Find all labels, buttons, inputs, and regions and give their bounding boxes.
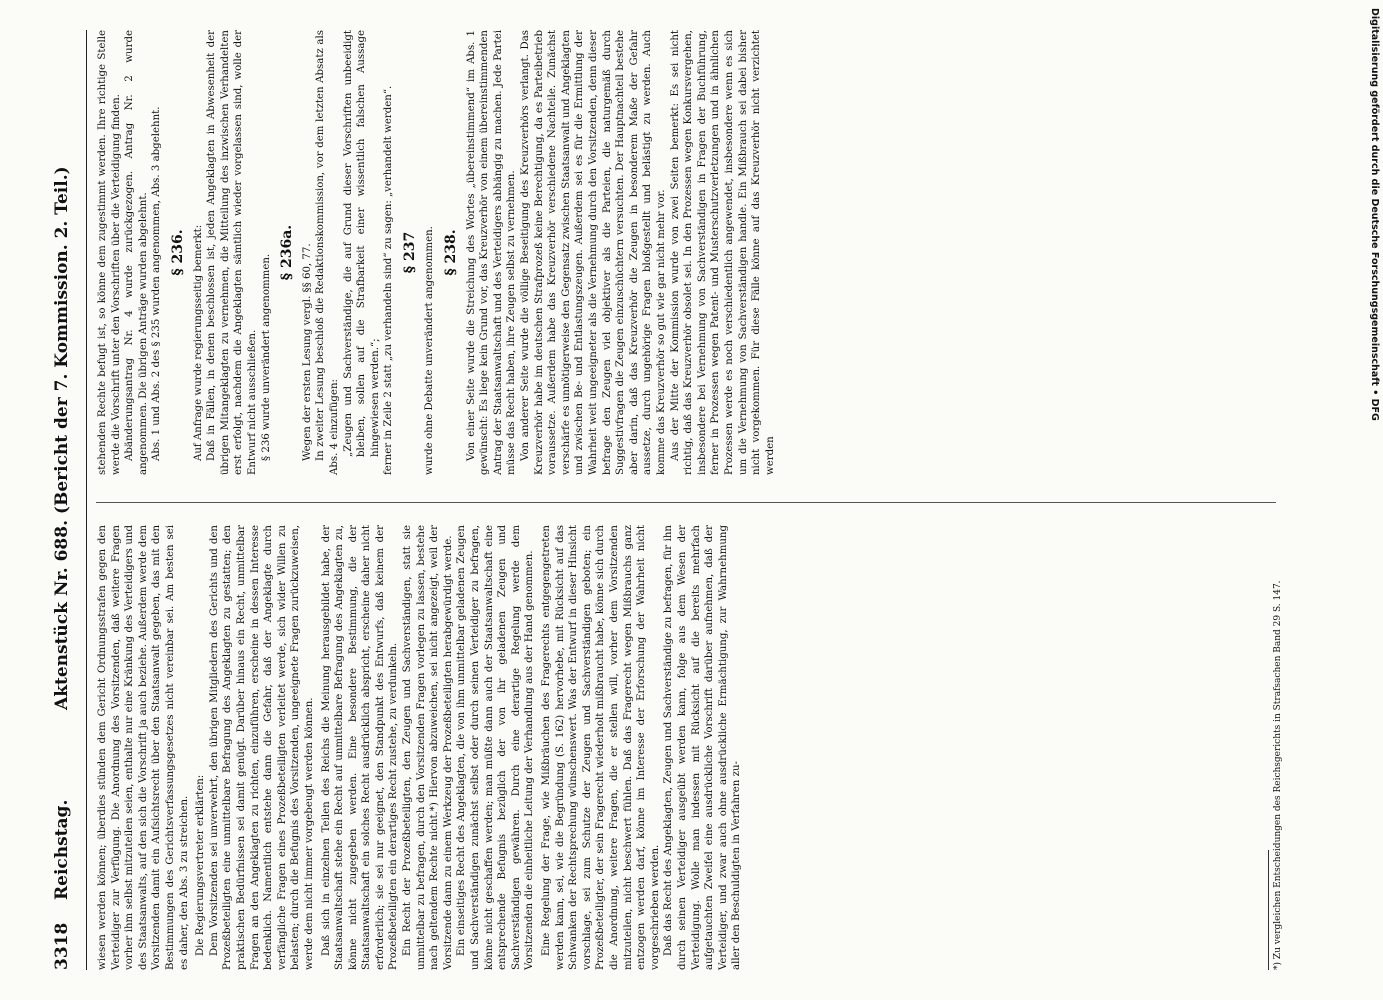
header-rule <box>86 30 87 970</box>
section-heading: § 237 <box>401 231 418 274</box>
paragraph: Die Regierungsvertreter erklärten: <box>195 774 207 956</box>
paragraph: Daß in Fällen, in denen beschlossen ist, jeden Angeklagten in Abwesenheit der übrigen Mitangeklagten zu vernehmen, die Mitteilung des inzwischen Verhandelten erst erfolgt, nachdem die Angeklagten sämtlich wieder vorgelassen sind, wolle der Entwurf nicht ausschließen. <box>206 30 258 475</box>
quotation: „Zeugen und Sachverständige, die auf Grund dieser Vorschriften unbeeidigt bleiben, sollen auf die Strafbarkeit einer wissentlich falschen Aussage hingewiesen werden.“; <box>342 30 381 457</box>
page-header <box>52 30 82 970</box>
paragraph: Ein einseitiges Recht des Angeklagten, die von ihm unmittelbar geladenen Zeugen und Sachverständigen zunächst selbst oder durch seinen Verteidiger zu befragen, könne nicht geschaffen werden; man müßte dann auch der Staatsanwaltschaft eine entsprechende Befugnis bezüglich der von ihr geladenen Zeugen und Sachverständigen gewähren. Durch eine derartige Regelung werde dem Vorsitzenden die einheitliche Leitung der Verhandlung aus der Hand genommen. <box>456 525 536 970</box>
footnote: *) Zu vergleichen Entscheidungen des Reichsgerichts in Strafsachen Band 29 S. 147. <box>1273 580 1283 970</box>
paragraph: Dem Vorsitzenden sei unverwehrt, den übrigen Mitgliedern des Gerichts und den Prozeßbeteiligten eine unmittelbare Befragung des Angeklagten zu gestatten; den praktischen Bedürfnissen sei damit genügt. Darüber hinaus ein Recht, unmittelbar Fragen an den Angeklagten zu richten, einzuführen, erscheine in dessen Interesse bedenklich. Namentlich entstehe dann die Gefahr, daß der Angeklagte durch verfängliche Fragen eines Prozeßbeteiligten verleitet werde, sich wider Willen zu belasten; durch die Befugnis des Vorsitzenden, ungeeignete Fragen zurückzuweisen, werde dem nicht immer vorgebeugt werden können. <box>208 525 315 970</box>
digitization-credit <box>1364 8 1380 768</box>
paragraph: Auf Anfrage wurde regierungsseitig bemerkt: <box>192 224 204 461</box>
paragraph: In zweiter Lesung beschloß die Redaktionskommission, vor dem letzten Absatz als Abs. 4 einzufügen: <box>315 30 340 475</box>
paragraph: Von anderer Seite wurde die völlige Beseitigung des Kreuzverhörs verlangt. Das Kreuzverhör habe im deutschen Strafprozeß keine Berechtigung, da es Parteibetrieb voraussetze. Außerdem habe das Kreuzverhör verschiedene Nachteile. Zunächst verschärfe es unnötigerweise den Gegensatz zwischen Staatsanwalt und Angeklagten und zwischen Be- und Entlastungszeugen. Außerdem sei es für die Ermittlung der Wahrheit weit ungeeigneter als die Vernehmung durch den Vorsitzenden, denn dieser befrage den Zeugen viel objektiver als die Parteien, die naturgemäß durch Suggestivfragen die Zeugen einzuschüchtern versuchten. Der Hauptnachteil bestehe aber darin, daß das Kreuzverhör die Zeugen in besonderem Maße der Gefahr aussetze, durch ungehörige Fragen bloßgestellt und belästigt zu werden. Auch komme das Kreuzverhör so gut wie gar nicht mehr vor. <box>520 30 667 475</box>
paragraph: § 236 wurde unverändert angenommen. <box>260 253 272 461</box>
paragraph: Abänderungsantrag Nr. 4 wurde zurückgezogen. Antrag Nr. 2 wurde angenommen. Die übrigen Anträge wurden abgelehnt. <box>124 30 149 475</box>
paragraph: wurde ohne Debatte unverändert angenommen. <box>424 226 436 475</box>
paragraph: Aus der Mitte der Kommission wurde von zwei Seiten bemerkt: Es sei nicht richtig, daß das Kreuzverhör obsolet sei. In den Prozessen wegen Konkursvergehen, insbesondere bei Vernehmung von Sachverständigen in Fragen der Buchführung, ferner in Prozessen wegen Patent- und Musterschutzverletzungen und in ähnlichen Prozessen werde es noch verschiedentlich angewendet, insbesondere wenn es sich um die Vernehmung von Sachverständigen handle. Ein Mißbrauch sei dabei bisher nicht vorgekommen. Für diese Fälle könne auf das Kreuzverhör nicht verzichtet werden <box>669 30 776 475</box>
paragraph: Von einer Seite wurde die Streichung des Wortes „übereinstimmend“ im Abs. 1 gewünscht: Es liege kein Grund vor, das Kreuzverhör von einem übereinstimmenden Antrag der Staatsanwaltschaft und des Verteidigers abhängig zu machen. Jede Partei müsse das Recht haben, ihre Zeugen selbst zu vernehmen. <box>465 30 518 475</box>
paragraph: wiesen werden können; überdies stünden dem Gericht Ordnungsstrafen gegen den Verteidiger zur Verfügung. Die Anordnung des Vorsitzenden, daß weitere Fragen vorher ihm selbst mitzuteilen seien, enthalte nur eine Kränkung des Verteidigers und des Staatsanwalts, auf den sich die Vorschrift ja auch beziehe. Außerdem werde dem Vorsitzenden damit ein Aufsichtsrecht über den Staatsanwalt gegeben, das mit den Bestimmungen des Gerichtsverfassungsgesetzes nicht vereinbar sei. Am besten sei es daher, den Abs. 3 zu streichen. <box>97 525 190 970</box>
column-left <box>96 525 744 970</box>
credit-text: Digitalisierung gefördert durch die Deutsche Forschungsgemeinschaft • DFG <box>1369 8 1380 421</box>
paragraph: Ein Recht der Prozeßbeteiligten, den Zeugen und Sachverständigen, statt sie unmittelbar zu befragen, durch den Vorsitzenden Fragen vorlegen zu lassen, bestehe nach geltendem Rechte nicht.*) Hiervon abzuweichen, sei nicht angezeigt, weil der Vorsitzende dann zu einem Werkzeug der Prozeßbeteiligten herabgewürdigt werde. <box>402 525 454 970</box>
section-heading: § 236. <box>169 229 186 276</box>
paragraph: Daß das Recht des Angeklagten, Zeugen und Sachverständige zu befragen, für ihn durch seinen Verteidiger ausgeübt werden kann, folge aus dem Wesen der Verteidigung. Wolle man indessen mit Rücksicht auf die bereits mehrfach aufgetauchten Zweifel eine ausdrückliche Vorschrift darüber aufnehmen, daß der Verteidiger, und zwar auch ohne ausdrückliche Ermächtigung, zur Wahrnehmung aller den Beschuldigten in Verfahren zu- <box>663 525 743 970</box>
page-number: 3318 <box>52 922 72 970</box>
section-heading: § 236a. <box>279 224 296 281</box>
footnote-rule <box>1268 850 1269 970</box>
header-left: Reichstag. <box>52 799 72 900</box>
paragraph: Wegen der ersten Lesung vergl. §§ 60, 77. <box>301 243 313 461</box>
paragraph: Eine Regelung der Frage, wie Mißbräuchen des Fragerechts entgegengetreten werden kann, sei, wie die Begründung (S. 162) hervorhebe, mit Rücksicht auf das Schwanken der Rechtsprechung wünschenswert. Was der Entwurf in dieser Hinsicht vorschlage, sei zum Schutze der Zeugen und Sachverständigen geboten; ein Prozeßbeteiligter, der sein Fragerecht wiederholt mißbraucht habe, könne sich durch die Anordnung, weitere Fragen, die er stellen will, vorher dem Vorsitzenden mitzuteilen, nicht beschwert fühlen. Daß das Fragerecht wegen Mißbrauchs ganz entzogen werden darf, könne im Interesse der Erforschung der Wahrheit nicht vorgeschrieben werden. <box>541 525 661 970</box>
column-right <box>96 30 777 475</box>
column-separator <box>96 502 1276 503</box>
header-title: Aktenstück Nr. 688. (Bericht der 7. Kommission. 2. Teil.) <box>52 166 72 710</box>
paragraph: Abs. 1 und Abs. 2 des § 235 wurden angenommen, Abs. 3 abgelehnt. <box>151 106 163 461</box>
section-heading: § 238. <box>443 229 460 276</box>
paragraph: stehenden Rechte befugt ist, so könne dem zugestimmt werden. Ihre richtige Stelle werde die Vorschrift unter den Vorschriften über die Verteidigung finden. <box>97 30 122 475</box>
paragraph: Daß sich in einzelnen Teilen des Reichs die Meinung herausgebildet habe, der Staatsanwaltschaft stehe ein Recht auf unmittelbare Befragung des Angeklagten zu, könne nicht zugegeben werden. Eine besondere Bestimmung, die der Staatsanwaltschaft ein solches Recht ausdrücklich abspricht, erscheine daher nicht erforderlich; sie sei nur geeignet, den Standpunkt des Entwurfs, daß keinem der Prozeßbeteiligten ein derartiges Recht zustehe, zu verdunkeln. <box>320 525 400 970</box>
paragraph: ferner in Zeile 2 statt „zu verhandeln sind“ zu sagen: „verhandelt werden“. <box>383 85 395 475</box>
